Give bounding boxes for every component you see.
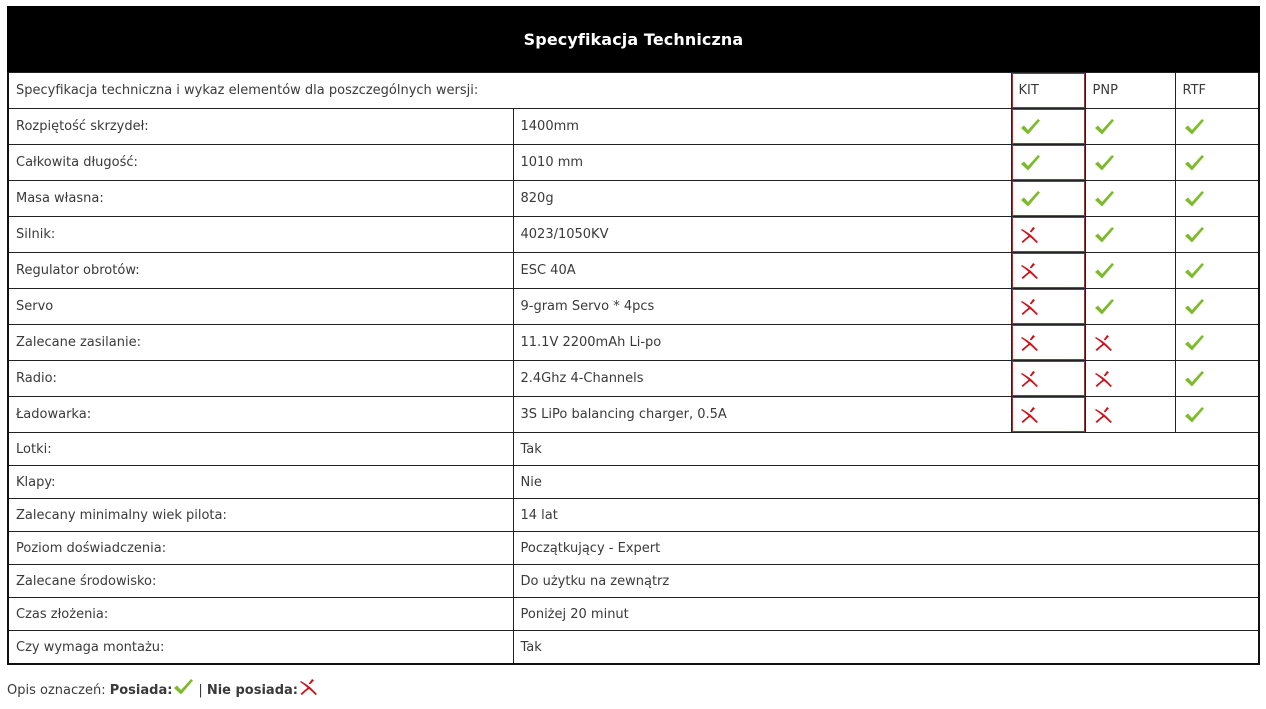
kit-status (1011, 109, 1085, 145)
row-value: Tak (513, 631, 1259, 665)
pnp-status (1085, 289, 1175, 325)
rtf-status (1175, 217, 1259, 253)
table-row (8, 181, 1259, 217)
cross-icon (1019, 405, 1041, 425)
table-row (8, 217, 1259, 253)
cross-icon (1093, 333, 1115, 353)
kit-status (1011, 181, 1085, 217)
checkmark-icon (1183, 297, 1205, 317)
row-label: Całkowita długość: (8, 145, 513, 181)
table-row (8, 532, 1259, 565)
rtf-status (1175, 325, 1259, 361)
row-label: Czy wymaga montażu: (8, 631, 513, 665)
checkmark-icon (1183, 333, 1205, 353)
cross-icon (1093, 405, 1115, 425)
row-value: 3S LiPo balancing charger, 0.5A (513, 397, 1011, 433)
row-label: Czas złożenia: (8, 598, 513, 631)
kit-status (1011, 289, 1085, 325)
pnp-status (1085, 253, 1175, 289)
rtf-status (1175, 253, 1259, 289)
table-row (8, 433, 1259, 466)
spec-container (7, 6, 1260, 665)
table-row (8, 499, 1259, 532)
row-label: Zalecane zasilanie: (8, 325, 513, 361)
checkmark-icon (1183, 189, 1205, 209)
pnp-status (1085, 181, 1175, 217)
kit-status (1011, 361, 1085, 397)
checkmark-icon (1183, 153, 1205, 173)
header-rtf: RTF (1175, 73, 1259, 109)
kit-status (1011, 253, 1085, 289)
checkmark-icon (1093, 117, 1115, 137)
cross-icon (1019, 225, 1041, 245)
kit-status (1011, 397, 1085, 433)
pnp-status (1085, 145, 1175, 181)
cross-icon (1019, 297, 1041, 317)
row-label: Poziom doświadczenia: (8, 532, 513, 565)
checkmark-icon (1019, 117, 1041, 137)
row-value: 1400mm (513, 109, 1011, 145)
checkmark-icon (1093, 153, 1115, 173)
cross-icon (1019, 261, 1041, 281)
kit-status (1011, 325, 1085, 361)
cross-icon (1019, 333, 1041, 353)
row-label: Ładowarka: (8, 397, 513, 433)
legend-separator: | (198, 683, 203, 698)
checkmark-icon (1093, 189, 1115, 209)
checkmark-icon (1183, 405, 1205, 425)
table-row (8, 325, 1259, 361)
checkmark-icon (1183, 225, 1205, 245)
checkmark-icon (1019, 153, 1041, 173)
table-row (8, 145, 1259, 181)
rtf-status (1175, 145, 1259, 181)
spec-table (7, 72, 1260, 665)
checkmark-icon (1183, 369, 1205, 389)
kit-status (1011, 145, 1085, 181)
row-value: ESC 40A (513, 253, 1011, 289)
row-value: Do użytku na zewnątrz (513, 565, 1259, 598)
row-value: Tak (513, 433, 1259, 466)
cross-icon (298, 677, 320, 697)
row-label: Zalecany minimalny wiek pilota: (8, 499, 513, 532)
row-label: Silnik: (8, 217, 513, 253)
row-value: Poniżej 20 minut (513, 598, 1259, 631)
rtf-status (1175, 361, 1259, 397)
row-value: 4023/1050KV (513, 217, 1011, 253)
pnp-status (1085, 109, 1175, 145)
row-value: 1010 mm (513, 145, 1011, 181)
row-value: 2.4Ghz 4-Channels (513, 361, 1011, 397)
page-title: Specyfikacja Techniczna (7, 6, 1260, 72)
rtf-status (1175, 289, 1259, 325)
table-row (8, 631, 1259, 665)
row-value: 11.1V 2200mAh Li-po (513, 325, 1011, 361)
legend (7, 683, 320, 698)
row-label: Servo (8, 289, 513, 325)
checkmark-icon (172, 677, 194, 697)
row-value: 9-gram Servo * 4pcs (513, 289, 1011, 325)
checkmark-icon (1183, 261, 1205, 281)
pnp-status (1085, 397, 1175, 433)
table-row (8, 466, 1259, 499)
row-label: Klapy: (8, 466, 513, 499)
pnp-status (1085, 361, 1175, 397)
rtf-status (1175, 181, 1259, 217)
table-row (8, 361, 1259, 397)
cross-icon (1019, 369, 1041, 389)
row-value: Początkujący - Expert (513, 532, 1259, 565)
legend-not-has-label: Nie posiada: (206, 683, 298, 698)
row-label: Regulator obrotów: (8, 253, 513, 289)
table-row (8, 253, 1259, 289)
table-row (8, 289, 1259, 325)
row-value: 14 lat (513, 499, 1259, 532)
row-label: Lotki: (8, 433, 513, 466)
table-row (8, 109, 1259, 145)
row-label: Zalecane środowisko: (8, 565, 513, 598)
table-header-row (8, 73, 1259, 109)
row-label: Radio: (8, 361, 513, 397)
table-row (8, 565, 1259, 598)
checkmark-icon (1019, 189, 1041, 209)
pnp-status (1085, 217, 1175, 253)
legend-has-label: Posiada: (109, 683, 173, 698)
pnp-status (1085, 325, 1175, 361)
header-description: Specyfikacja techniczna i wykaz elementów dla poszczególnych wersji: (8, 73, 1011, 109)
checkmark-icon (1093, 261, 1115, 281)
checkmark-icon (1093, 225, 1115, 245)
rtf-status (1175, 397, 1259, 433)
cross-icon (1093, 369, 1115, 389)
table-row (8, 397, 1259, 433)
rtf-status (1175, 109, 1259, 145)
row-value: Nie (513, 466, 1259, 499)
row-value: 820g (513, 181, 1011, 217)
header-pnp: PNP (1085, 73, 1175, 109)
row-label: Rozpiętość skrzydeł: (8, 109, 513, 145)
checkmark-icon (1093, 297, 1115, 317)
table-row (8, 598, 1259, 631)
checkmark-icon (1183, 117, 1205, 137)
header-kit: KIT (1011, 73, 1085, 109)
row-label: Masa własna: (8, 181, 513, 217)
kit-status (1011, 217, 1085, 253)
legend-prefix: Opis oznaczeń: (7, 683, 106, 698)
